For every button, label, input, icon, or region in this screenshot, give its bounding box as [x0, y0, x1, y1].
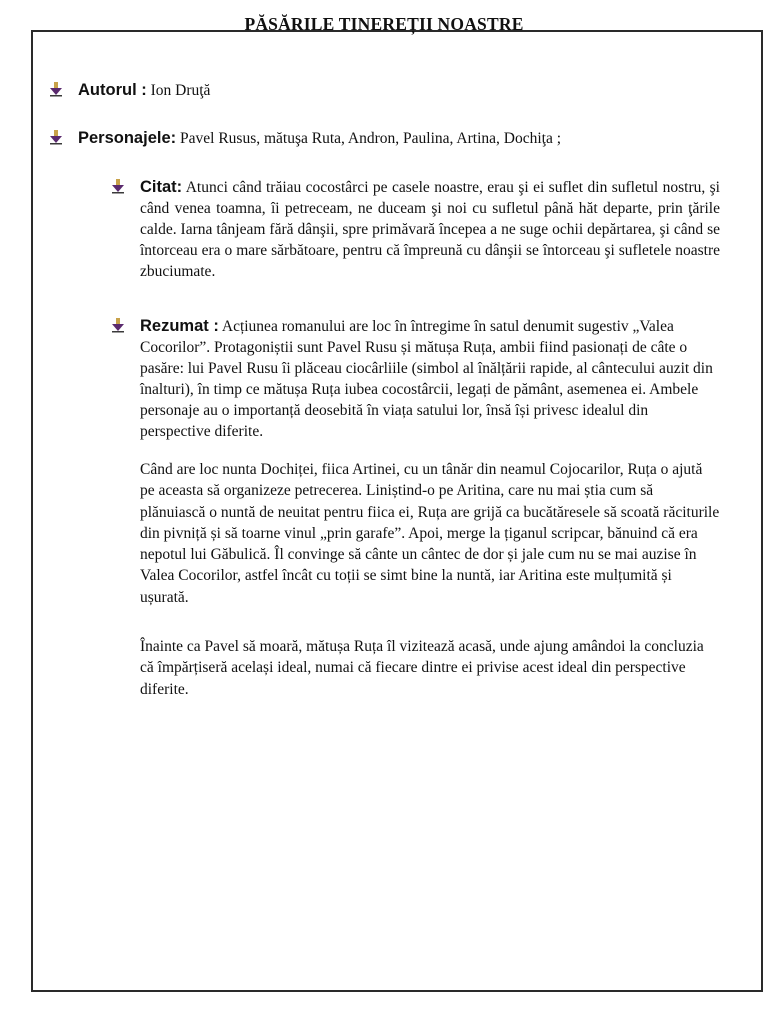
quote-row	[140, 177, 720, 282]
summary-label: Rezumat :	[140, 317, 219, 335]
characters-row	[78, 128, 690, 149]
summary-row	[140, 316, 720, 442]
author-label: Autorul :	[78, 81, 147, 99]
arrow-down-bullet-icon	[48, 129, 64, 145]
summary-paragraph-2: Când are loc nunta Dochiței, fiica Artinei, cu un tânăr din neamul Cojocarilor, Ruța o ajută pe aceasta să organizeze petrecerea. Liniștind-o pe Aritina, care nu mai știa cum să plănuiască o nuntă de neuitat pentru fiica ei, Ruța are grijă ca bucătăresele să scoată răciturile din pivniță și să toarne vinul „prin garafe”. Apoi, merge la țiganul scripcar, bănuind că era nepotul lui Găbulică. Îl convinge să cânte un cântec de dor și jale cum nu se mai auzise în Valea Cocorilor, astfel încât cu toții se simt bine la nuntă, iar Aritina este mulțumită și ușurată.	[140, 461, 720, 606]
quote-text: Atunci când trăiau cocostârci pe casele noastre, erau şi ei suflet din sufletul nostru, şi când venea toamna, îi petreceam, ne duceam şi noi cu sufletul până hăt departe, prin ţările calde. Iarna tânjeam fără dânşii, spre primăvară începea a ne suge ochii depărtarea, şi când se întorceau era o mare sărbătoare, pentru că împreună cu dânşii se întorceau şi sufletele noastre zbuciumate.	[140, 179, 720, 280]
characters-value: Pavel Rusus, mătuşa Ruta, Andron, Paulina, Artina, Dochiţa ;	[180, 130, 562, 147]
quote-label: Citat:	[140, 178, 183, 196]
characters-label: Personajele:	[78, 129, 177, 147]
author-row	[78, 80, 690, 101]
summary-paragraph-3: Înainte ca Pavel să moară, mătușa Ruța îl vizitează acasă, unde ajung amândoi la concluzia că împărțiseră același ideal, numai că fiecare dintre ei privise acest ideal din perspective diferite.	[140, 638, 704, 698]
arrow-down-bullet-icon	[48, 81, 64, 97]
author-value: Ion Druţă	[150, 82, 211, 99]
summary-paragraph-1: Acțiunea romanului are loc în întregime în satul denumit sugestiv „Valea Cocorilor”. Protagoniștii sunt Pavel Rusu și mătușa Ruța, ambii fiind pasionați de câte o pasăre: lui Pavel Rusu îi plăceau ciocârliile (simbol al înălțării rapide, al cântecului auzit din înalturi), în timp ce mătușa Ruța iubea cocostârcii, legați de pământ, asemenea ei. Ambele personaje au o importanță deosebită în viața satului lor, însă își privesc idealul din perspective diferite.	[140, 318, 713, 440]
page-title: PĂSĂRILE TINEREȚII NOASTRE	[244, 14, 524, 34]
arrow-down-bullet-icon	[110, 317, 126, 333]
arrow-down-bullet-icon	[110, 178, 126, 194]
